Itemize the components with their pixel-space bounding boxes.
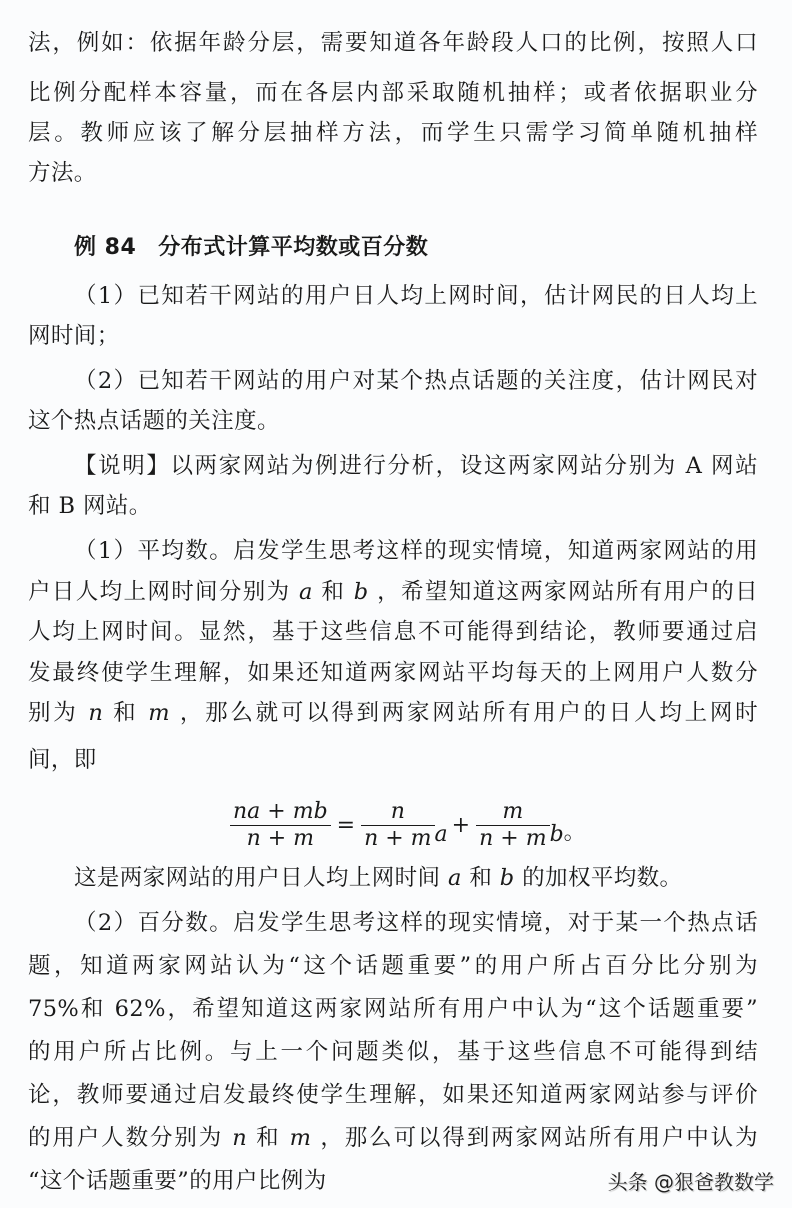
- variable-m: m: [289, 1125, 312, 1151]
- mean-line5-text-a: 别为: [28, 700, 89, 726]
- percent-line2: 题，知道两家网站认为“这个话题重要”的用户所占百分比分别为: [28, 953, 758, 979]
- intro-line-3: 层。教师应该了解分层抽样方法，而学生只需学习简单随机抽样: [28, 120, 758, 146]
- explanation-line2: 和 B 网站。: [28, 493, 152, 519]
- formula-lhs-fraction: [230, 799, 331, 852]
- variable-b: b: [499, 865, 515, 891]
- conclusion-text-b: 和: [461, 865, 500, 891]
- term1-variable: a: [434, 821, 448, 847]
- percent-line6-text-c: ，那么可以得到两家网站所有用户中认为: [311, 1125, 758, 1151]
- term2-numerator: m: [502, 798, 524, 824]
- example-title: 分布式计算平均数或百分数: [158, 235, 429, 260]
- variable-a: a: [447, 865, 462, 891]
- conclusion-text-c: 的加权平均数。: [514, 865, 683, 891]
- intro-line-1: 法，例如：依据年龄分层，需要知道各年龄段人口的比例，按照人口: [28, 30, 758, 56]
- mean-line4: 发最终使学生理解，如果还知道两家网站平均每天的上网用户人数分: [28, 660, 758, 686]
- mean-line6: 间，即: [28, 747, 97, 773]
- term2-variable: b: [549, 821, 564, 847]
- mean-line2: [28, 577, 758, 607]
- variable-a: a: [299, 579, 313, 605]
- percent-line1: （2）百分数。启发学生思考这样的现实情境，对于某一个热点话: [74, 910, 758, 936]
- conclusion-text-a: 这是两家网站的用户日人均上网时间: [74, 865, 448, 891]
- mean-line3: 人均上网时间。显然，基于这些信息不可能得到结论，教师要通过启: [28, 619, 758, 645]
- equals-sign: =: [336, 812, 356, 838]
- percent-line5: 论，教师要通过启发最终使学生理解，如果还知道两家网站参与评价: [28, 1082, 758, 1108]
- formula-term2-fraction: [476, 799, 549, 852]
- variable-n: n: [232, 1125, 248, 1151]
- percent-line3: 75%和 62%，希望知道这两家网站所有用户中认为“这个话题重要”: [28, 996, 758, 1022]
- mean-line5-text-c: ，那么就可以得到两家网站所有用户的日人均上网时: [170, 700, 758, 726]
- example-heading: [74, 233, 428, 263]
- formula-period: 。: [563, 819, 586, 845]
- term1-denominator: n + m: [364, 825, 432, 851]
- variable-b: b: [353, 579, 369, 605]
- mean-line2-text-a: 户日人均上网时间分别为: [28, 579, 300, 605]
- problem-item1-line1: （1）已知若干网站的用户日人均上网时间，估计网民的日人均上: [74, 283, 758, 309]
- lhs-numerator: na + mb: [233, 798, 328, 824]
- plus-sign: +: [451, 812, 471, 838]
- term2-denominator: n + m: [479, 825, 547, 851]
- explanation-line1: 【说明】以两家网站为例进行分析，设这两家网站分别为 A 网站: [74, 453, 758, 479]
- variable-n: n: [88, 700, 104, 726]
- problem-item2-line2: 这个热点话题的关注度。: [28, 408, 280, 434]
- percent-line6: [28, 1123, 758, 1153]
- watermark: 头条 @狠爸教数学: [607, 1170, 774, 1194]
- mean-line1: （1）平均数。启发学生思考这样的现实情境，知道两家网站的用: [74, 538, 758, 564]
- problem-item2-line1: （2）已知若干网站的用户对某个热点话题的关注度，估计网民对: [74, 368, 758, 394]
- weighted-mean-formula: [228, 795, 586, 855]
- variable-m: m: [148, 700, 171, 726]
- lhs-denominator: n + m: [246, 825, 315, 851]
- percent-line6-text-a: 的用户人数分别为: [28, 1125, 233, 1151]
- intro-line-2: 比例分配样本容量，而在各层内部采取随机抽样；或者依据职业分: [28, 80, 758, 106]
- mean-line5-text-b: 和: [103, 700, 149, 726]
- percent-line6-text-b: 和: [247, 1125, 290, 1151]
- mean-conclusion: [74, 863, 758, 893]
- mean-line5: [28, 698, 758, 728]
- intro-line-4: 方法。: [28, 160, 97, 186]
- formula-term1-fraction: [361, 799, 434, 852]
- example-number: 例 84: [74, 235, 137, 260]
- percent-line7: “这个话题重要”的用户比例为: [28, 1168, 327, 1194]
- term1-numerator: n: [390, 798, 405, 824]
- percent-line4: 的用户所占比例。与上一个问题类似，基于这些信息不可能得到结: [28, 1039, 758, 1065]
- problem-item1-line2: 网时间；: [28, 323, 120, 349]
- mean-line2-text-c: ，希望知道这两家网站所有用户的日: [368, 579, 758, 605]
- mean-line2-text-b: 和: [312, 579, 354, 605]
